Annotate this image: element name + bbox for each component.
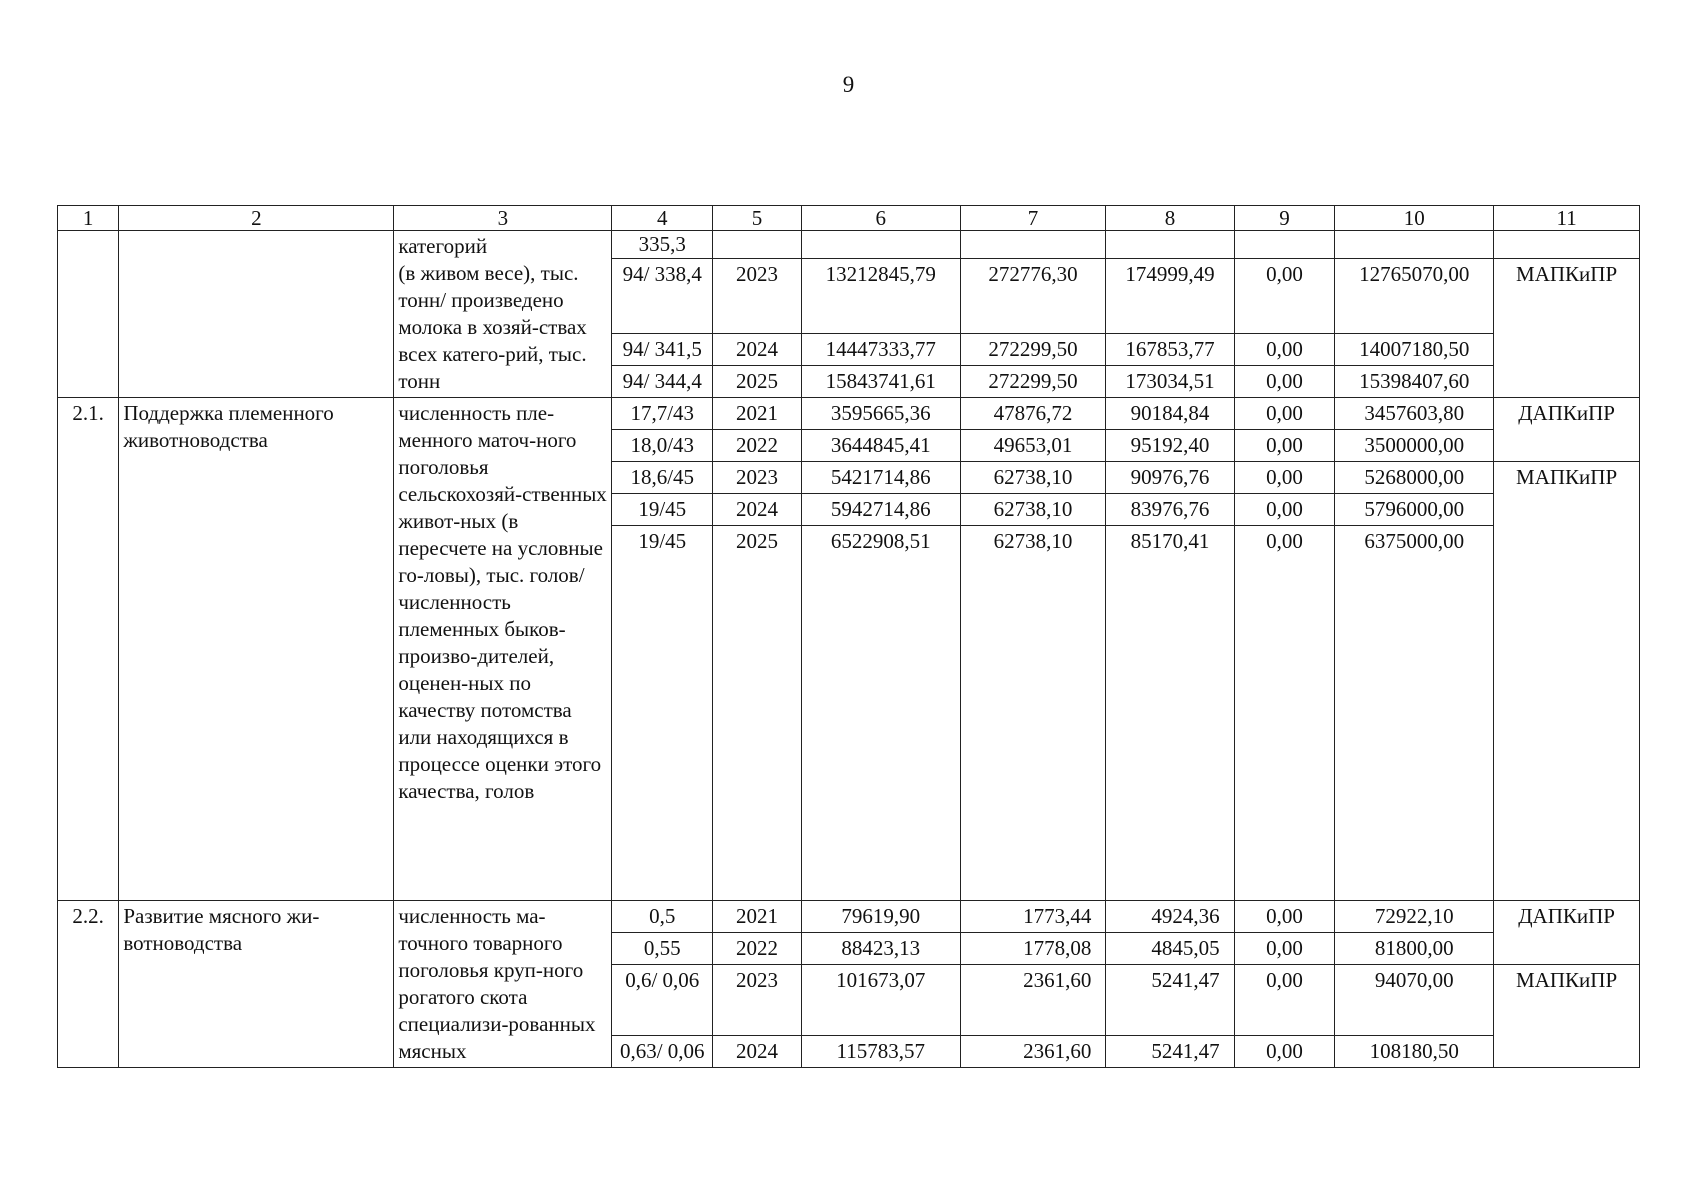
- indicator-cell: численность пле-менного маточ-ного поголовья сельскохозяй-ственных живот-ных (в пересчете на условные го-ловы), тыс. голов/ численность племенных быков-произво-дителей, оценен-ных по качеству потомства или находящихся в процессе оценки этого качества, голов: [394, 398, 612, 901]
- table-row: 19/45 2024 5942714,86 62738,10 83976,76 0,00 5796000,00: [58, 494, 1640, 526]
- table-row: 0,63/ 0,06 2024 115783,57 2361,60 5241,47 0,00 108180,50: [58, 1036, 1640, 1068]
- table-row: 18,0/43 2022 3644845,41 49653,01 95192,40 0,00 3500000,00: [58, 430, 1640, 462]
- table-row: категорий (в живом весе), тыс. тонн/ произведено молока в хозяй-ствах всех катего-рий, тыс. тонн 335,3: [58, 231, 1640, 259]
- measure-name: Развитие мясного жи-вотноводства: [119, 901, 394, 1068]
- row-number: 2.1.: [58, 398, 119, 901]
- col-header: 10: [1335, 206, 1494, 231]
- col-header: 3: [394, 206, 612, 231]
- indicator-cell: категорий (в живом весе), тыс. тонн/ произведено молока в хозяй-ствах всех катего-рий, тыс. тонн: [394, 231, 612, 398]
- program-table: [57, 205, 1640, 1068]
- responsible-cell: МАПКиПР: [1494, 462, 1640, 901]
- responsible-cell: МАПКиПР: [1494, 259, 1640, 398]
- table-row: 2.2. Развитие мясного жи-вотноводства численность ма-точного товарного поголовья круп-ного рогатого скота специализи-рованных мясных 0,5 2021 79619,90 1773,44 4924,36 0,00 72922,10 ДАПКиПР: [58, 901, 1640, 933]
- col-header: 11: [1494, 206, 1640, 231]
- col-header: 9: [1234, 206, 1335, 231]
- responsible-cell: МАПКиПР: [1494, 965, 1640, 1068]
- row-number: 2.2.: [58, 901, 119, 1068]
- col-header: 2: [119, 206, 394, 231]
- table-row: 94/ 338,4 2023 13212845,79 272776,30 174999,49 0,00 12765070,00 МАПКиПР: [58, 259, 1640, 334]
- col-header: 4: [612, 206, 713, 231]
- table-row: 94/ 344,4 2025 15843741,61 272299,50 173034,51 0,00 15398407,60: [58, 366, 1640, 398]
- col-header: 6: [801, 206, 960, 231]
- page-number: 9: [842, 72, 855, 97]
- col-header: 7: [960, 206, 1106, 231]
- indicator-cell: численность ма-точного товарного поголовья круп-ного рогатого скота специализи-рованных мясных: [394, 901, 612, 1068]
- table-row: 0,6/ 0,06 2023 101673,07 2361,60 5241,47 0,00 94070,00 МАПКиПР: [58, 965, 1640, 1036]
- table-row: 2.1. Поддержка племенного животноводства численность пле-менного маточ-ного поголовья сельскохозяй-ственных живот-ных (в пересчете на условные го-ловы), тыс. голов/ численность племенных быков-произво-дителей, оценен-ных по качеству потомства или находящихся в процессе оценки этого качества, голов 17,7/43 2021 3595665,36 47876,72 90184,84 0,00 3457603,80 ДАПКиПР: [58, 398, 1640, 430]
- responsible-cell: ДАПКиПР: [1494, 398, 1640, 462]
- header-row: [58, 206, 1640, 231]
- measure-name: Поддержка племенного животноводства: [119, 398, 394, 901]
- table-row: 0,55 2022 88423,13 1778,08 4845,05 0,00 81800,00: [58, 933, 1640, 965]
- col-header: 1: [58, 206, 119, 231]
- responsible-cell: ДАПКиПР: [1494, 901, 1640, 965]
- table-row: 19/45 2025 6522908,51 62738,10 85170,41 0,00 6375000,00: [58, 526, 1640, 901]
- col-header: 5: [713, 206, 802, 231]
- col-header: 8: [1106, 206, 1234, 231]
- table-row: 18,6/45 2023 5421714,86 62738,10 90976,76 0,00 5268000,00 МАПКиПР: [58, 462, 1640, 494]
- table-row: 94/ 341,5 2024 14447333,77 272299,50 167853,77 0,00 14007180,50: [58, 334, 1640, 366]
